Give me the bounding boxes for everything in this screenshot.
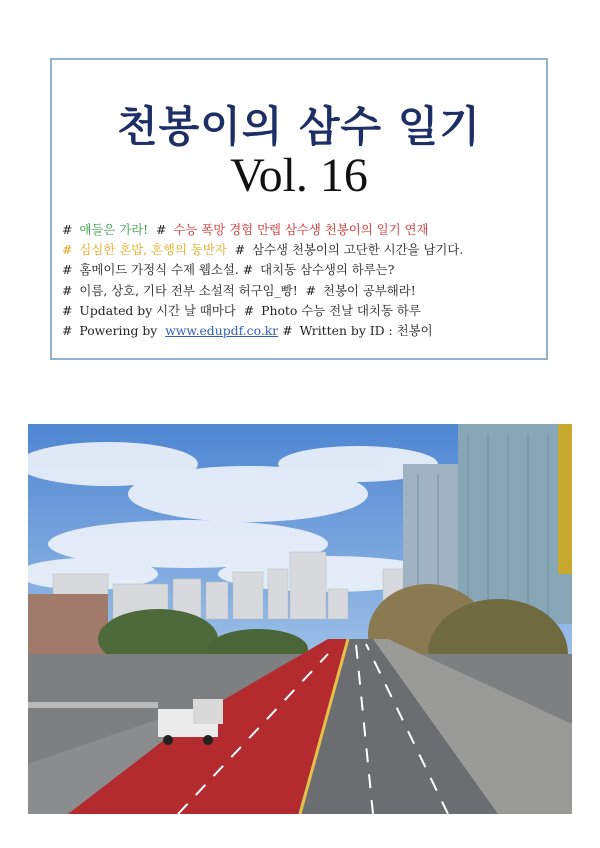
tag-green: 얘들은 가라!	[79, 222, 149, 237]
tag-text: 삼수생 천봉이의 고단한 시간을 남기다.	[252, 242, 464, 258]
hash-mark: #	[62, 323, 73, 339]
hash-mark: #	[62, 262, 73, 278]
tag-text: Photo 수능 전날 대치동 하루	[261, 302, 421, 318]
hash-mark: #	[62, 282, 73, 298]
hash-mark: #	[243, 302, 255, 318]
tag-text: 홈메이드 가정식 수제 웹소설.	[79, 262, 239, 278]
tag-line-4	[62, 281, 547, 301]
hash-mark: #	[62, 222, 73, 237]
tag-yellow: 심심한 혼밥, 혼행의 동반자	[79, 242, 227, 258]
hash-mark: #	[305, 282, 316, 298]
hash-mark: #	[242, 262, 254, 278]
header-box	[50, 58, 548, 360]
tag-line-3	[62, 260, 547, 280]
hash-mark: #	[62, 302, 73, 318]
tag-text: Updated by 시간 날 때마다	[79, 302, 236, 318]
tag-text: Powering by	[79, 323, 158, 339]
railing	[28, 702, 158, 708]
hash-mark: #	[282, 323, 293, 339]
hash-mark: #	[234, 242, 246, 258]
volume-number: Vol. 16	[230, 149, 368, 202]
tag-red: 수능 폭망 경험 만렙 삼수생 천봉이의 일기 연재	[173, 222, 429, 237]
tag-text: Written by ID : 천봉이	[299, 323, 433, 339]
tag-list	[62, 220, 547, 341]
hash-mark: #	[62, 242, 73, 258]
page-title: 천봉이의 삼수 일기	[117, 102, 481, 151]
street-photo	[28, 424, 572, 814]
tag-line-5	[62, 301, 547, 321]
tag-line-6	[62, 321, 547, 341]
tag-text: 대치동 삼수생의 하루는?	[260, 262, 395, 278]
hash-mark: #	[156, 222, 167, 237]
tag-line-1	[62, 220, 547, 240]
tag-text: 이름, 상호, 기타 전부 소설적 허구임_빵!	[79, 282, 298, 298]
website-link[interactable]: www.edupdf.co.kr	[165, 323, 279, 339]
street-photo-illustration	[28, 424, 572, 814]
tag-text: 천봉이 공부해라!	[322, 282, 416, 298]
tag-line-2	[62, 240, 547, 260]
